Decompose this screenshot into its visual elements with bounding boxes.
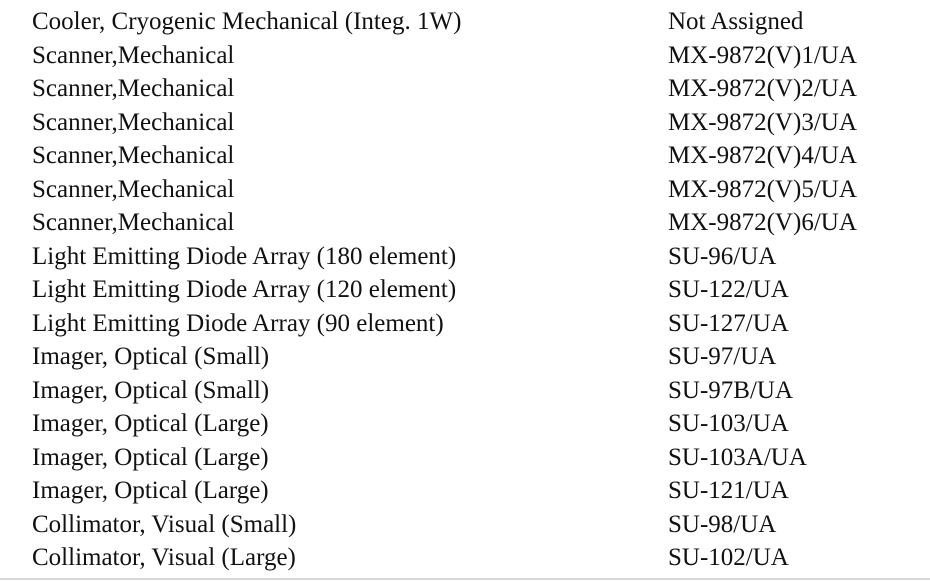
table-row [32, 474, 912, 508]
item-name: Cooler, Cryogenic Mechanical (Integ. 1W) [32, 8, 462, 35]
table-row [32, 273, 912, 307]
item-designation: MX-9872(V)5/UA [668, 175, 857, 203]
table-row [32, 441, 912, 475]
item-name: Scanner,Mechanical [32, 108, 235, 136]
table-row [32, 407, 912, 441]
equipment-table [32, 5, 912, 575]
item-name: Light Emitting Diode Array (90 element) [32, 309, 444, 337]
table-row [32, 173, 912, 207]
table-row [32, 340, 912, 374]
table-row [32, 106, 912, 140]
table-row [32, 374, 912, 408]
table-row [32, 240, 912, 274]
item-designation: SU-102/UA [668, 544, 789, 571]
item-designation: MX-9872(V)4/UA [668, 142, 857, 169]
item-designation: SU-121/UA [668, 477, 789, 504]
item-designation: SU-97/UA [668, 343, 777, 370]
item-designation: SU-122/UA [668, 276, 789, 303]
item-name: Collimator, Visual (Small) [32, 510, 297, 538]
item-name: Imager, Optical (Small) [32, 343, 270, 370]
table-row [32, 206, 912, 240]
item-designation: MX-9872(V)3/UA [668, 108, 857, 136]
item-designation: SU-98/UA [668, 510, 777, 538]
table-row [32, 72, 912, 106]
table-row [32, 307, 912, 341]
bottom-divider [0, 578, 930, 580]
item-designation: SU-103A/UA [668, 443, 807, 471]
item-name: Scanner,Mechanical [32, 75, 235, 102]
item-designation: SU-97B/UA [668, 376, 794, 404]
table-row [32, 39, 912, 73]
table-row [32, 541, 912, 575]
item-designation: SU-96/UA [668, 242, 777, 270]
item-designation: MX-9872(V)2/UA [668, 75, 857, 102]
item-designation: MX-9872(V)1/UA [668, 41, 857, 69]
item-name: Collimator, Visual (Large) [32, 544, 296, 571]
item-name: Scanner,Mechanical [32, 209, 235, 236]
item-name: Imager, Optical (Small) [32, 376, 270, 404]
item-name: Imager, Optical (Large) [32, 443, 269, 471]
table-row [32, 5, 912, 39]
item-name: Scanner,Mechanical [32, 41, 235, 69]
item-name: Imager, Optical (Large) [32, 477, 269, 504]
table-row [32, 508, 912, 542]
item-name: Imager, Optical (Large) [32, 410, 269, 437]
item-name: Scanner,Mechanical [32, 142, 235, 169]
item-name: Light Emitting Diode Array (120 element) [32, 276, 457, 303]
table-row [32, 139, 912, 173]
item-designation: MX-9872(V)6/UA [668, 209, 857, 236]
item-designation: SU-103/UA [668, 410, 789, 437]
item-designation: SU-127/UA [668, 309, 789, 337]
item-name: Light Emitting Diode Array (180 element) [32, 242, 457, 270]
item-name: Scanner,Mechanical [32, 175, 235, 203]
item-designation: Not Assigned [668, 8, 804, 35]
